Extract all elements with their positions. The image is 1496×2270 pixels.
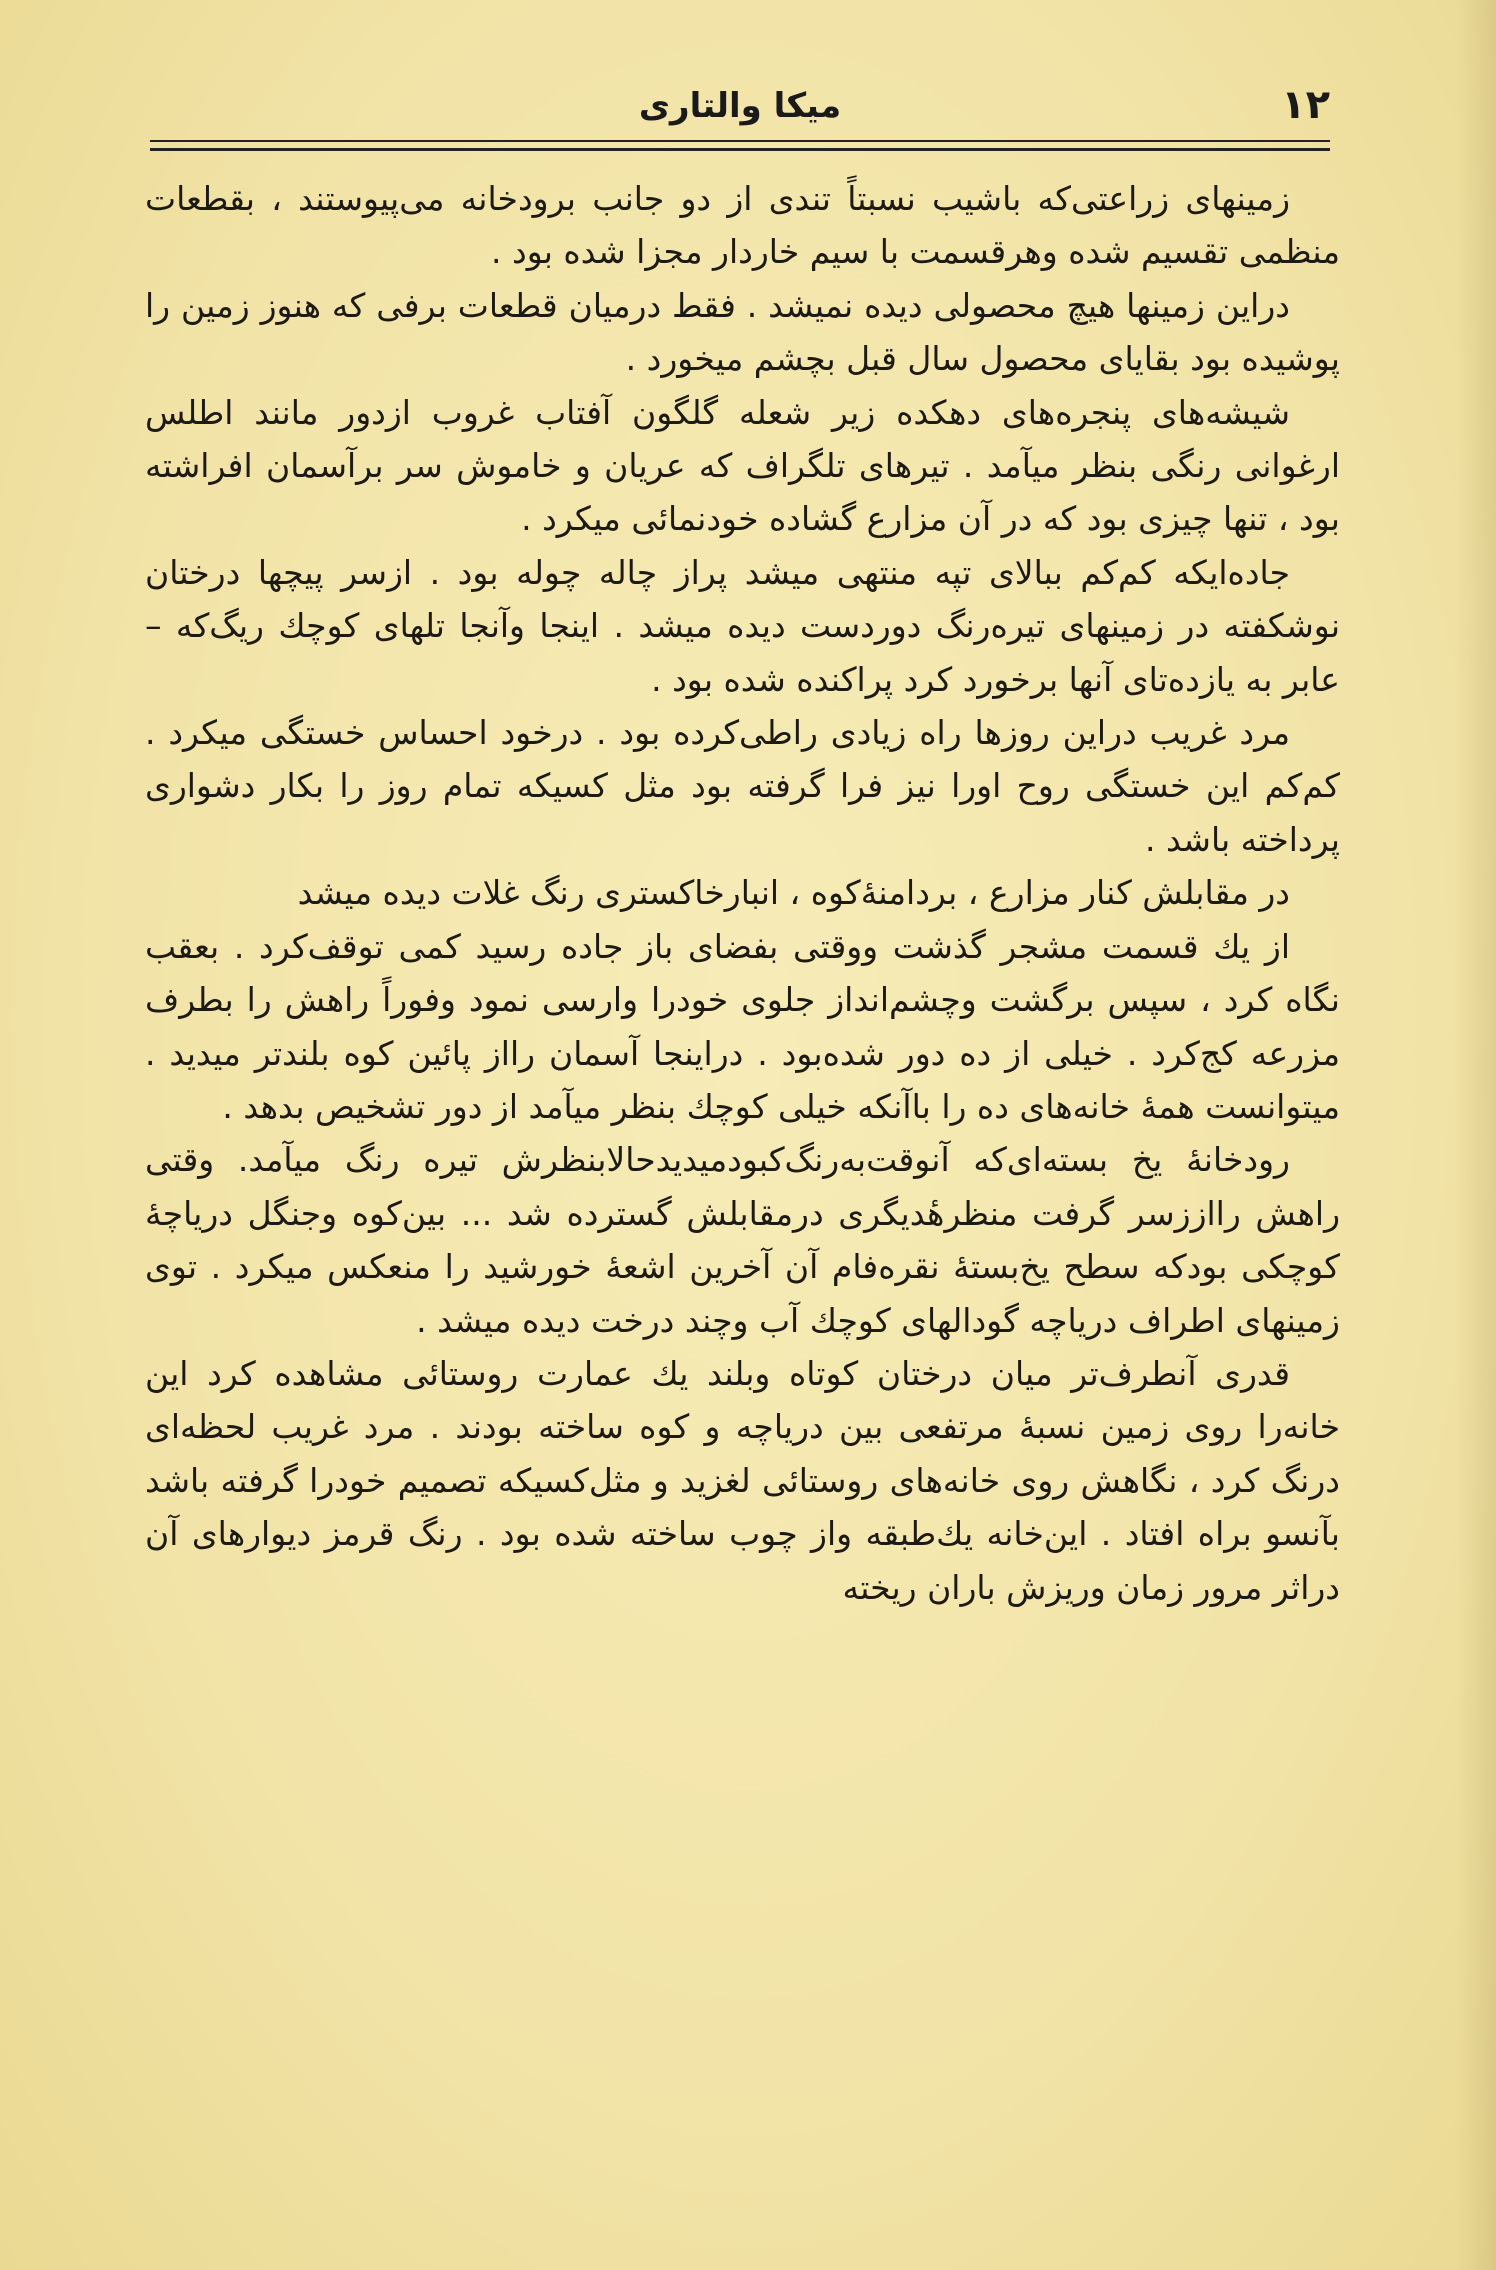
- header-rule-thick: [150, 148, 1330, 151]
- paragraph: زمینهای زراعتی‌که باشیب نسبتاً تندی از دو جانب برودخانه می‌پیوستند ، بقطعات منظمی تقسیم شده وهرقسمت با سیم خاردار مجزا شده بود .: [145, 179, 1340, 272]
- paragraph: در مقابلش کنار مزارع ، بردامنهٔ‌کوه ، انبارخاکستری رنگ غلات دیده میشد: [297, 873, 1290, 913]
- paragraph: شیشه‌های پنجره‌های دهکده زیر شعله گلگون آفتاب غروب ازدور مانند اطلس ارغوانی رنگی بنظر میآمد . تیرهای تلگراف که عریان و خاموش سر برآسمان افراشته بود ، تنها چیزی بود که در آن مزارع گشاده خودنمائی میکرد .: [145, 392, 1340, 539]
- paragraph: از یك قسمت مشجر گذشت ووقتی بفضای باز جاده رسید کمی توقف‌کرد . بعقب نگاه کرد ، سپس برگشت وچشم‌انداز جلوی خودرا وارسی نمود وفوراً راهش را بطرف مزرعه کج‌کرد . خیلی از ده دور شده‌بود . دراینجا آسمان رااز پائین کوه بلندتر میدید . میتوانست همهٔ خانه‌های ده را باآنکه خیلی کوچك بنظر میآمد از دور تشخیص بدهد .: [145, 926, 1340, 1126]
- paragraph: مرد غریب دراین روزها راه زیادی راطی‌کرده بود . درخود احساس خستگی میکرد . کم‌کم این خستگی روح اورا نیز فرا گرفته بود مثل کسیکه تمام روز را بکار دشواری پرداخته باشد .: [145, 713, 1340, 859]
- body-text: [145, 172, 1340, 1614]
- paragraph: رودخانهٔ یخ بسته‌ای‌که آنوقت‌به‌رنگ‌کبودمیدیدحالابنظرش تیره رنگ میآمد. وقتی راهش رااززسر گرفت منظرهٔدیگری درمقابلش گسترده شد ... بین‌کوه وجنگل دریاچهٔ کوچکی بودکه سطح یخ‌بستهٔ نقره‌فام آن آخرین اشعهٔ خورشید را منعکس میکرد . توی زمینهای اطراف دریاچه گودالهای کوچك آب وچند درخت دیده میشد .: [145, 1140, 1340, 1340]
- paragraph: جاده‌ایکه کم‌کم ببالای تپه منتهی میشد پراز چاله چوله بود . ازسر پیچها درختان نوشکفته در زمینهای تیره‌رنگ دوردست دیده میشد . اینجا وآنجا تلهای کوچك ریگ‌که – عابر به یازده‌تای آنها برخورد کرد پراکنده شده بود .: [145, 552, 1340, 699]
- paragraph: قدری آنطرف‌تر میان درختان کوتاه وبلند یك عمارت روستائی مشاهده کرد این خانه‌را روی زمین نسبهٔ مرتفعی بین دریاچه و کوه ساخته بودند . مرد غریب لحظه‌ای درنگ کرد ، نگاهش روی خانه‌های روستائی لغزید و مثل‌کسیکه تصمیم خودرا گرفته باشد بآنسو براه افتاد . این‌خانه یك‌طبقه واز چوب ساخته شده بود . رنگ قرمز دیوارهای آن دراثر مرور زمان وریزش باران ریخته: [145, 1353, 1340, 1607]
- page-edge-shadow: [1456, 0, 1496, 2270]
- page-number: ۱۲: [1281, 82, 1330, 128]
- running-title: میکا والتاری: [638, 86, 842, 126]
- paragraph: دراین زمینها هیچ محصولی دیده نمیشد . فقط درمیان قطعات برفی که هنوز زمین را پوشیده بود بقایای محصول سال قبل بچشم میخورد .: [145, 285, 1340, 379]
- header-rule-thin: [150, 140, 1330, 142]
- page-header: [150, 82, 1330, 142]
